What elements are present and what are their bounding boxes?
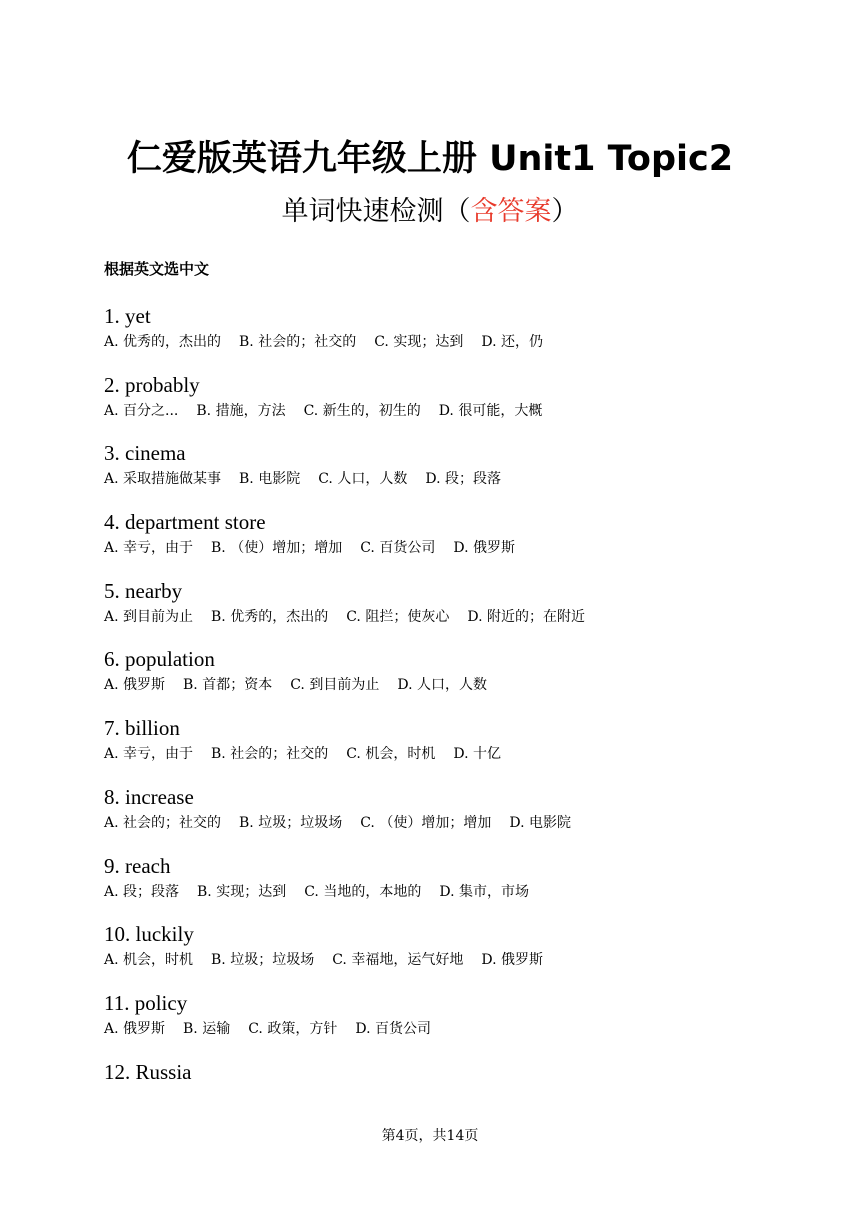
question-item <box>104 302 784 371</box>
question-word: 7. billion <box>104 716 180 741</box>
option-d: D. 集市，市场 <box>439 883 529 900</box>
question-item <box>104 920 784 989</box>
question-word: 5. nearby <box>104 578 183 603</box>
question-options <box>104 605 784 629</box>
question-word: 9. reach <box>104 853 171 878</box>
option-b: B. 电影院 <box>239 471 301 488</box>
option-b: B. 垃圾；垃圾场 <box>211 952 315 969</box>
question-options <box>104 330 784 354</box>
question-options <box>104 673 784 697</box>
option-a: A. 幸亏，由于 <box>104 540 194 557</box>
option-b: B. 垃圾；垃圾场 <box>239 814 343 831</box>
option-d: D. 还，仍 <box>481 334 543 350</box>
question-word: 3. cinema <box>104 441 186 466</box>
question-options <box>104 742 784 766</box>
option-d: D. 十亿 <box>453 746 501 763</box>
option-b: B. （使）增加；增加 <box>211 540 343 557</box>
option-a: A. 机会，时机 <box>104 952 194 969</box>
document-title: 仁爱版英语九年级上册 Unit1 Topic2 <box>126 139 734 179</box>
option-d: D. 人口，人数 <box>397 677 487 694</box>
option-c: C. （使）增加；增加 <box>360 814 492 831</box>
option-d: D. 附近的；在附近 <box>467 608 585 625</box>
subtitle-end: ） <box>551 196 579 227</box>
option-b: B. 社会的；社交的 <box>211 746 329 763</box>
question-word: 2. probably <box>104 372 200 397</box>
option-b: B. 实现；达到 <box>197 883 287 900</box>
question-options <box>104 536 784 560</box>
question-options <box>104 880 784 904</box>
question-word: 11. policy <box>104 990 188 1015</box>
option-a: A. 段；段落 <box>104 883 180 900</box>
option-c: C. 政策，方针 <box>248 1020 338 1037</box>
question-list <box>104 302 784 1126</box>
question-word: 1. yet <box>104 304 151 328</box>
section-heading: 根据英文选中文 <box>104 260 210 278</box>
option-a: A. 百分之... <box>104 402 179 419</box>
question-word: 8. increase <box>104 784 194 809</box>
option-b: B. 措施，方法 <box>196 402 286 419</box>
question-options <box>104 948 784 972</box>
question-item <box>104 371 784 440</box>
question-options <box>104 399 784 423</box>
question-item <box>104 989 784 1058</box>
option-a: A. 到目前为止 <box>104 608 194 625</box>
subtitle-main: 单词快速检测（ <box>281 196 471 227</box>
option-c: C. 实现；达到 <box>374 334 464 350</box>
question-item <box>104 714 784 783</box>
option-a: A. 俄罗斯 <box>104 677 166 694</box>
question-item <box>104 577 784 646</box>
question-word: 6. population <box>104 647 215 672</box>
subtitle-accent: 含答案 <box>470 196 552 227</box>
option-d: D. 俄罗斯 <box>453 540 515 557</box>
option-b: B. 首都；资本 <box>183 677 273 694</box>
question-item <box>104 439 784 508</box>
question-options <box>104 1017 784 1041</box>
question-word: 4. department store <box>104 510 266 535</box>
question-item <box>104 508 784 577</box>
document-subtitle <box>0 192 860 232</box>
question-options <box>104 811 784 835</box>
option-a: A. 幸亏，由于 <box>104 746 194 763</box>
option-d: D. 电影院 <box>509 814 571 831</box>
option-d: D. 俄罗斯 <box>481 952 543 969</box>
option-b: B. 优秀的，杰出的 <box>211 608 329 625</box>
question-item <box>104 783 784 852</box>
question-word: 10. luckily <box>104 922 194 947</box>
question-word: 12. Russia <box>104 1059 192 1084</box>
option-d: D. 很可能，大概 <box>438 402 543 419</box>
question-item <box>104 645 784 714</box>
question-options <box>104 467 784 491</box>
option-a: A. 采取措施做某事 <box>104 471 222 488</box>
question-item <box>104 852 784 921</box>
option-c: C. 到目前为止 <box>290 677 380 694</box>
option-d: D. 百货公司 <box>355 1020 431 1037</box>
option-c: C. 新生的，初生的 <box>303 402 421 419</box>
option-c: C. 幸福地，运气好地 <box>332 952 464 969</box>
option-d: D. 段；段落 <box>425 471 501 488</box>
option-c: C. 机会，时机 <box>346 746 436 763</box>
page-number: 第4页，共14页 <box>381 1128 479 1144</box>
option-b: B. 社会的；社交的 <box>239 334 357 350</box>
option-a: A. 社会的；社交的 <box>104 814 222 831</box>
question-item <box>104 1058 784 1127</box>
option-c: C. 人口，人数 <box>318 471 408 488</box>
option-a: A. 俄罗斯 <box>104 1020 166 1037</box>
option-a: A. 优秀的，杰出的 <box>104 334 222 350</box>
option-b: B. 运输 <box>183 1020 231 1037</box>
option-c: C. 当地的，本地的 <box>304 883 422 900</box>
option-c: C. 百货公司 <box>360 540 436 557</box>
option-c: C. 阻拦；使灰心 <box>346 608 450 625</box>
